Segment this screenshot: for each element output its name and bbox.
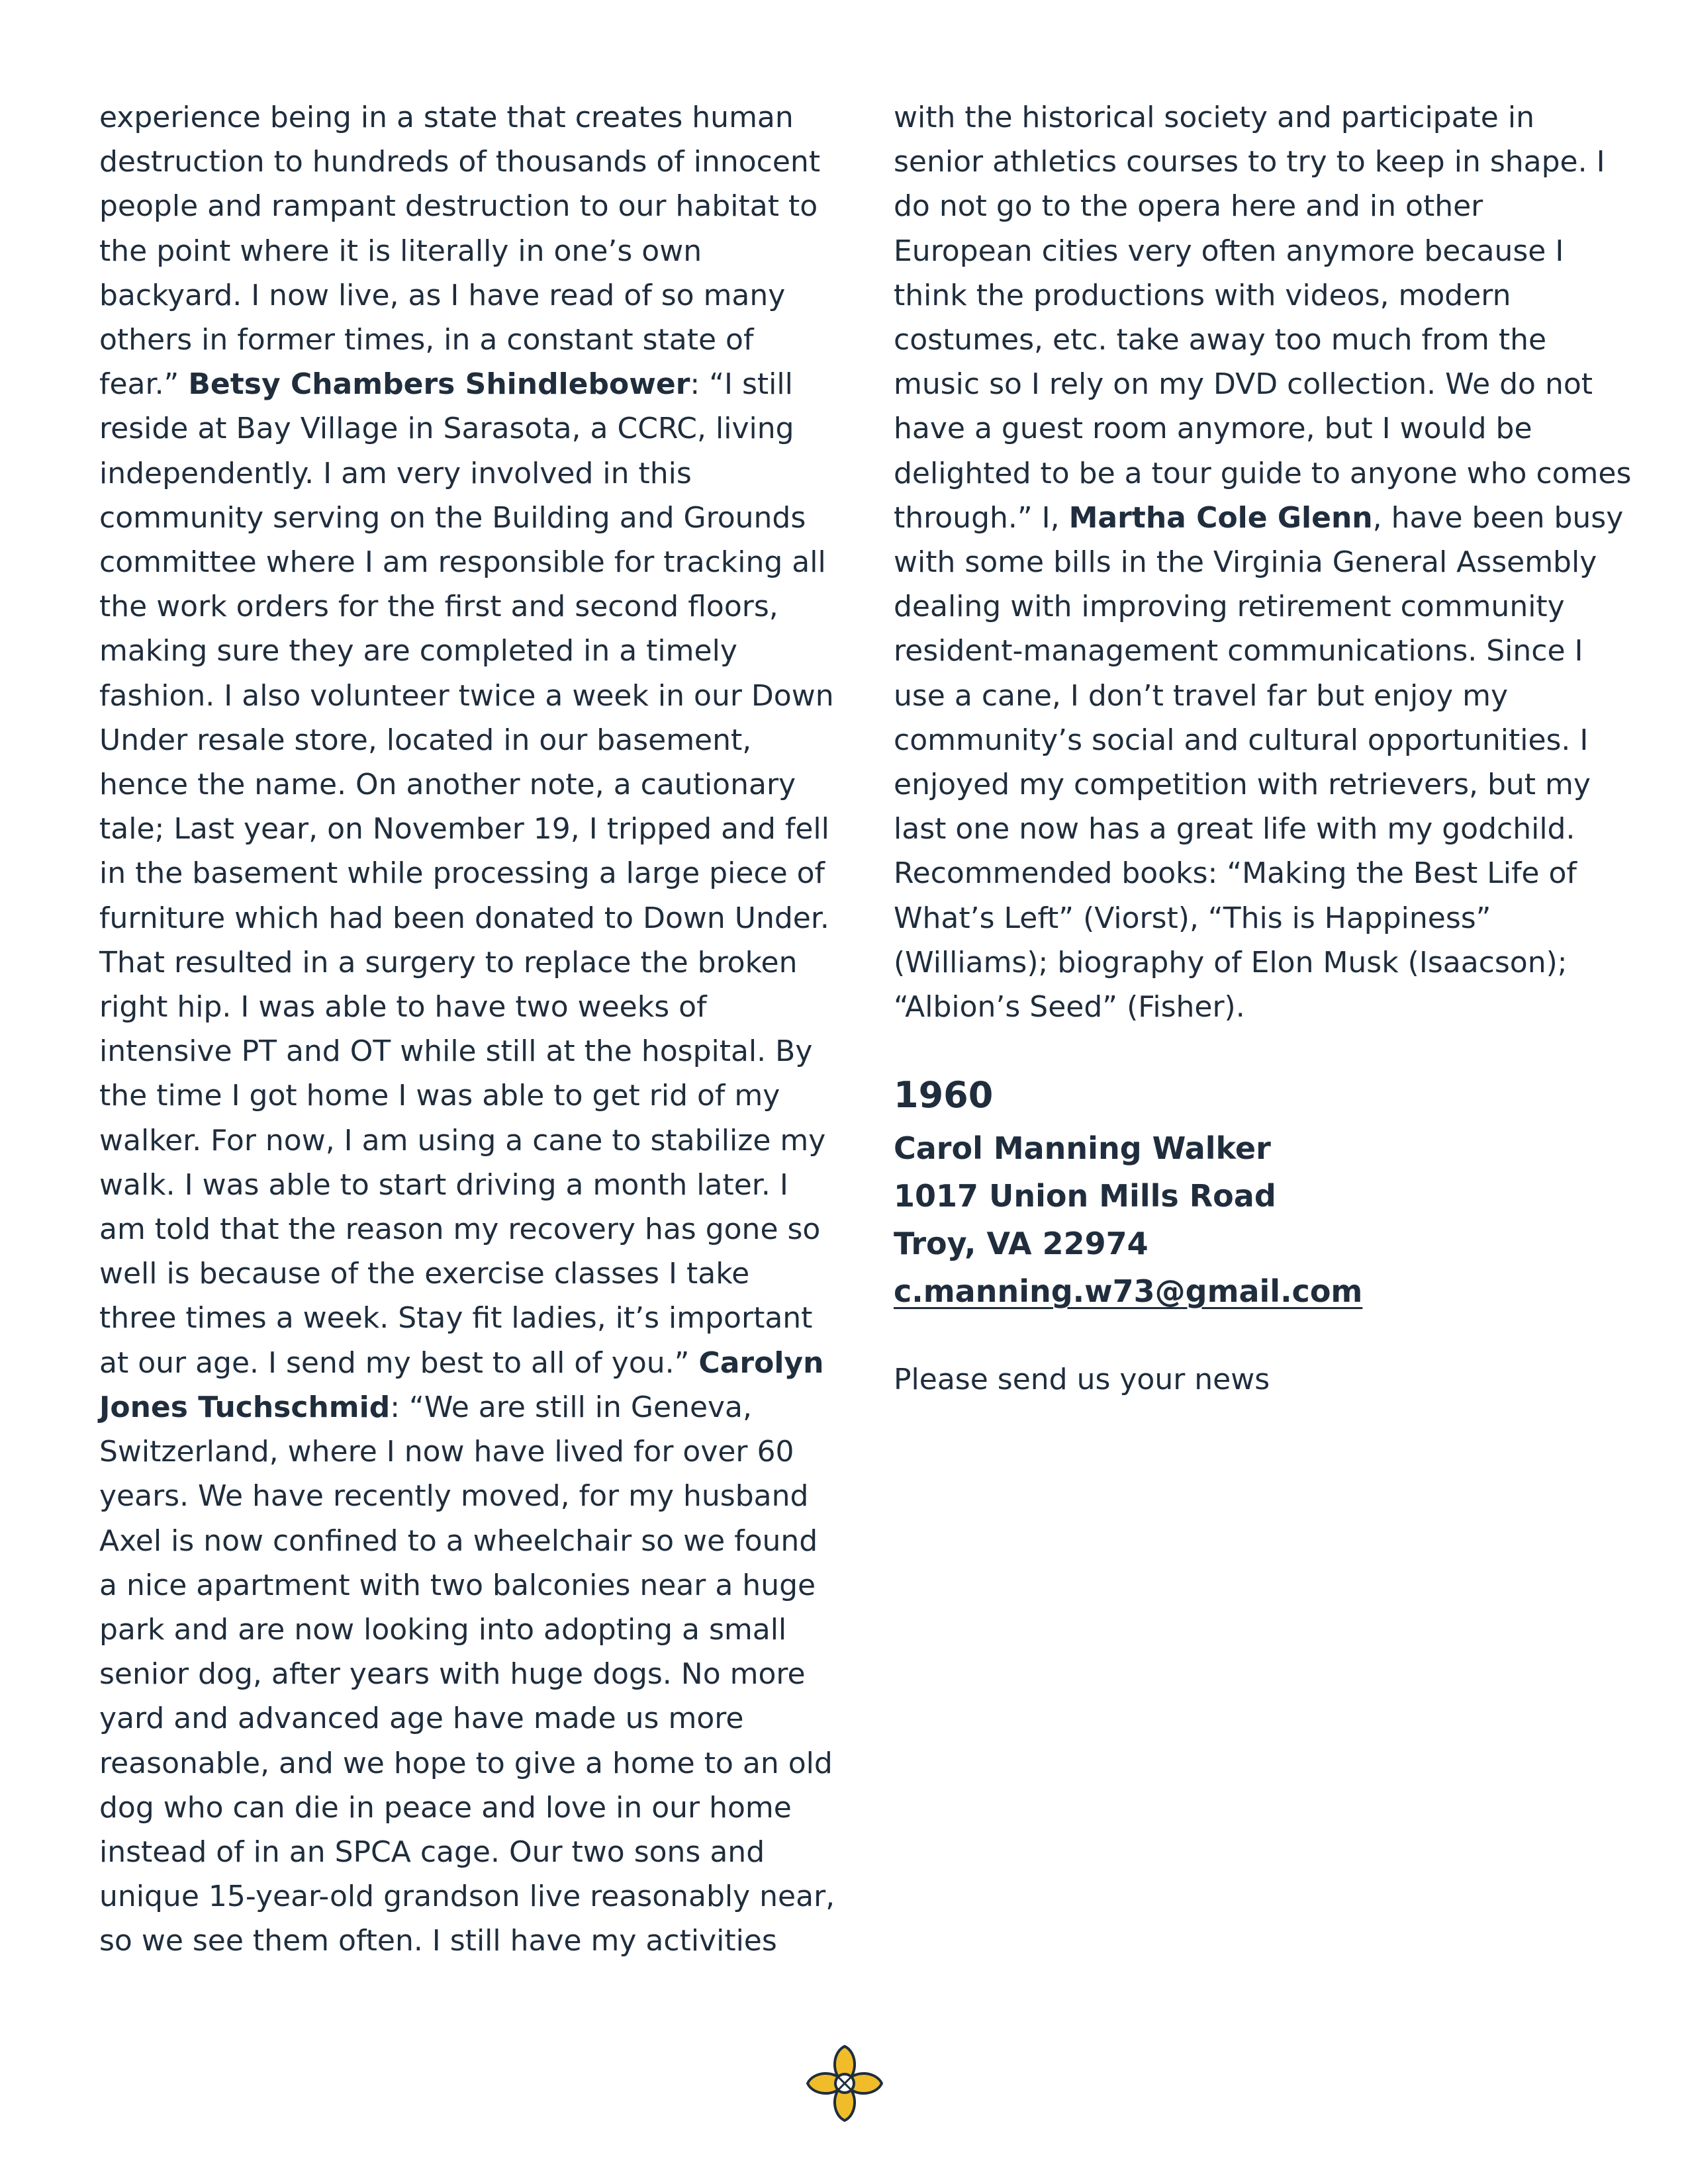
text-run: independently. I am very involved in this bbox=[99, 456, 692, 490]
text-run: the time I got home I was able to get rid of my bbox=[99, 1079, 780, 1113]
text-run: enjoyed my competition with retrievers, but my bbox=[894, 768, 1591, 802]
text-line bbox=[99, 807, 829, 851]
text-run: walk. I was able to start driving a month later. I bbox=[99, 1167, 788, 1202]
text-line bbox=[99, 184, 818, 228]
text-run: making sure they are completed in a timely bbox=[99, 634, 737, 668]
quatrefoil-logo-icon bbox=[804, 2042, 886, 2124]
text-line bbox=[99, 1874, 835, 1919]
text-line bbox=[99, 540, 826, 584]
text-line bbox=[894, 807, 1609, 851]
text-line bbox=[99, 1163, 814, 1207]
text-line bbox=[99, 896, 829, 940]
text-run: European cities very often anymore because I bbox=[894, 234, 1564, 268]
text-line bbox=[99, 1385, 814, 1430]
text-run: reside at Bay Village in Sarasota, a CCRC, living bbox=[99, 412, 794, 446]
right-column-text bbox=[894, 95, 1632, 1029]
text-line bbox=[894, 451, 1632, 496]
text-run: fear.” bbox=[99, 367, 189, 402]
text-line bbox=[894, 540, 1609, 584]
text-line bbox=[99, 1430, 814, 1474]
text-run: , have been busy bbox=[1372, 500, 1624, 535]
text-run: walker. For now, I am using a cane to stabilize my bbox=[99, 1123, 826, 1158]
text-run: right hip. I was able to have two weeks of bbox=[99, 990, 707, 1024]
text-line bbox=[99, 406, 814, 451]
text-line bbox=[99, 629, 814, 673]
text-line bbox=[99, 1118, 826, 1163]
text-run: others in former times, in a constant state of bbox=[99, 323, 754, 357]
text-run: fashion. I also volunteer twice a week in our Down bbox=[99, 678, 834, 713]
text-run: at our age. I send my best to all of you.” bbox=[99, 1345, 699, 1380]
text-run: destruction to hundreds of thousands of innocent bbox=[99, 145, 821, 179]
text-line bbox=[894, 985, 1609, 1029]
text-run: community serving on the Building and Grounds bbox=[99, 500, 806, 535]
text-line bbox=[99, 1696, 814, 1741]
text-line bbox=[99, 1563, 814, 1608]
text-line bbox=[894, 629, 1609, 673]
left-column bbox=[99, 95, 835, 1964]
text-line bbox=[99, 584, 814, 629]
text-run: dog who can die in peace and love in our home bbox=[99, 1790, 792, 1825]
text-line bbox=[99, 1474, 814, 1518]
text-line bbox=[99, 1296, 814, 1340]
text-run: last one now has a great life with my godchild. bbox=[894, 812, 1575, 846]
text-line bbox=[99, 1073, 814, 1118]
text-line bbox=[99, 718, 814, 762]
correspondent-name: Carol Manning Walker bbox=[894, 1130, 1271, 1167]
text-run: park and are now looking into adopting a small bbox=[99, 1612, 787, 1647]
text-line bbox=[99, 1741, 833, 1786]
text-run: the point where it is literally in one’s own bbox=[99, 234, 702, 268]
class-year: 1960 bbox=[894, 1074, 994, 1116]
text-run: instead of in an SPCA cage. Our two sons and bbox=[99, 1835, 765, 1869]
text-line bbox=[894, 896, 1609, 940]
send-news-prompt: Please send us your news bbox=[894, 1363, 1270, 1397]
text-line bbox=[894, 940, 1609, 985]
correspondent-address: 1017 Union Mills Road bbox=[894, 1178, 1276, 1214]
text-run: costumes, etc. take away too much from the bbox=[894, 323, 1547, 357]
text-run: intensive PT and OT while still at the hospital. By bbox=[99, 1034, 813, 1069]
text-run: backyard. I now live, as I have read of so many bbox=[99, 278, 786, 312]
text-line bbox=[894, 318, 1609, 362]
text-line bbox=[894, 273, 1609, 318]
text-run: unique 15-year-old grandson live reasonably near, bbox=[99, 1880, 835, 1914]
text-line bbox=[99, 451, 814, 496]
text-run: furniture which had been donated to Down Under. bbox=[99, 901, 829, 935]
text-run: hence the name. On another note, a cautionary bbox=[99, 768, 796, 802]
text-run: so we see them often. I still have my activities bbox=[99, 1924, 777, 1958]
text-line bbox=[99, 985, 814, 1029]
text-line bbox=[99, 1608, 814, 1652]
text-line bbox=[99, 362, 814, 406]
text-line bbox=[99, 1919, 814, 1963]
text-run: “Albion’s Seed” (Fisher). bbox=[894, 990, 1245, 1024]
text-line bbox=[894, 406, 1609, 451]
text-line bbox=[894, 95, 1609, 140]
text-run: yard and advanced age have made us more bbox=[99, 1702, 744, 1736]
text-line bbox=[99, 940, 814, 985]
text-run: think the productions with videos, modern bbox=[894, 278, 1511, 312]
text-line bbox=[99, 496, 814, 540]
text-run: senior athletics courses to try to keep in shape. I bbox=[894, 145, 1605, 179]
text-line bbox=[894, 140, 1609, 184]
text-line bbox=[894, 674, 1609, 718]
person-name: Carolyn bbox=[698, 1345, 824, 1380]
text-run: experience being in a state that creates human bbox=[99, 101, 794, 134]
text-run: community’s social and cultural opportunities. I bbox=[894, 723, 1589, 757]
text-line bbox=[894, 718, 1609, 762]
text-run: am told that the reason my recovery has gone so bbox=[99, 1212, 821, 1247]
text-line bbox=[99, 318, 814, 362]
person-name: Martha Cole Glenn bbox=[1068, 500, 1373, 535]
text-line bbox=[894, 496, 1624, 540]
text-run: the work orders for the first and second floors, bbox=[99, 590, 778, 624]
text-run: through.” I, bbox=[894, 500, 1069, 535]
text-run: have a guest room anymore, but I would be bbox=[894, 412, 1532, 446]
text-line bbox=[894, 584, 1609, 629]
text-line bbox=[894, 229, 1609, 273]
text-run: three times a week. Stay fit ladies, it’s important bbox=[99, 1301, 813, 1336]
text-line bbox=[894, 362, 1609, 406]
text-run: tale; Last year, on November 19, I tripped and fell bbox=[99, 812, 829, 846]
text-run: resident-management communications. Since I bbox=[894, 634, 1583, 668]
text-line bbox=[99, 1519, 818, 1563]
text-line bbox=[894, 851, 1609, 895]
text-run: with the historical society and participate in bbox=[894, 101, 1534, 134]
text-run: years. We have recently moved, for my husband bbox=[99, 1479, 809, 1514]
text-line bbox=[99, 851, 825, 895]
text-line bbox=[99, 140, 821, 184]
text-line bbox=[99, 1341, 824, 1385]
text-line bbox=[99, 762, 814, 807]
text-run: music so I rely on my DVD collection. We do not bbox=[894, 367, 1593, 402]
text-run: Axel is now confined to a wheelchair so we found bbox=[99, 1524, 818, 1558]
text-run: do not go to the opera here and in other bbox=[894, 189, 1483, 224]
text-line bbox=[99, 1207, 821, 1251]
text-run: in the basement while processing a large piece of bbox=[99, 856, 825, 891]
correspondent-city: Troy, VA 22974 bbox=[894, 1226, 1149, 1262]
text-line bbox=[894, 184, 1609, 228]
text-run: dealing with improving retirement community bbox=[894, 590, 1565, 624]
text-run: Under resale store, located in our basement, bbox=[99, 723, 752, 757]
person-name: Jones Tuchschmid bbox=[99, 1390, 391, 1424]
person-name: Betsy Chambers Shindlebower bbox=[188, 367, 690, 402]
text-run: : “We are still in Geneva, bbox=[390, 1390, 752, 1424]
text-run: Switzerland, where I now have lived for over 60 bbox=[99, 1435, 794, 1469]
correspondent-email-link[interactable]: c.manning.w73@gmail.com bbox=[894, 1273, 1363, 1310]
text-run: well is because of the exercise classes I take bbox=[99, 1257, 750, 1291]
text-line bbox=[99, 674, 834, 718]
text-run: a nice apartment with two balconies near a huge bbox=[99, 1568, 816, 1602]
text-line bbox=[99, 1652, 814, 1696]
text-line bbox=[894, 762, 1609, 807]
text-line bbox=[99, 273, 814, 318]
text-line bbox=[99, 95, 814, 140]
text-line bbox=[99, 1830, 814, 1874]
text-run: senior dog, after years with huge dogs. No more bbox=[99, 1657, 806, 1692]
text-run: Recommended books: “Making the Best Life of bbox=[894, 856, 1577, 891]
text-run: with some bills in the Virginia General Assembly bbox=[894, 545, 1597, 580]
text-run: What’s Left” (Viorst), “This is Happiness” bbox=[894, 901, 1491, 935]
text-run: reasonable, and we hope to give a home to an old bbox=[99, 1746, 833, 1780]
text-run: people and rampant destruction to our habitat to bbox=[99, 189, 818, 224]
text-run: delighted to be a tour guide to anyone who comes bbox=[894, 456, 1632, 490]
text-run: committee where I am responsible for tracking all bbox=[99, 545, 826, 580]
text-run: That resulted in a surgery to replace the broken bbox=[99, 945, 798, 979]
text-line bbox=[99, 229, 814, 273]
text-line bbox=[99, 1029, 814, 1073]
right-column bbox=[894, 95, 1632, 1402]
text-line bbox=[99, 1251, 814, 1296]
text-line bbox=[99, 1786, 814, 1830]
text-run: (Williams); biography of Elon Musk (Isaacson); bbox=[894, 945, 1568, 979]
text-run: : “I still bbox=[690, 367, 793, 402]
text-run: use a cane, I don’t travel far but enjoy my bbox=[894, 678, 1509, 713]
